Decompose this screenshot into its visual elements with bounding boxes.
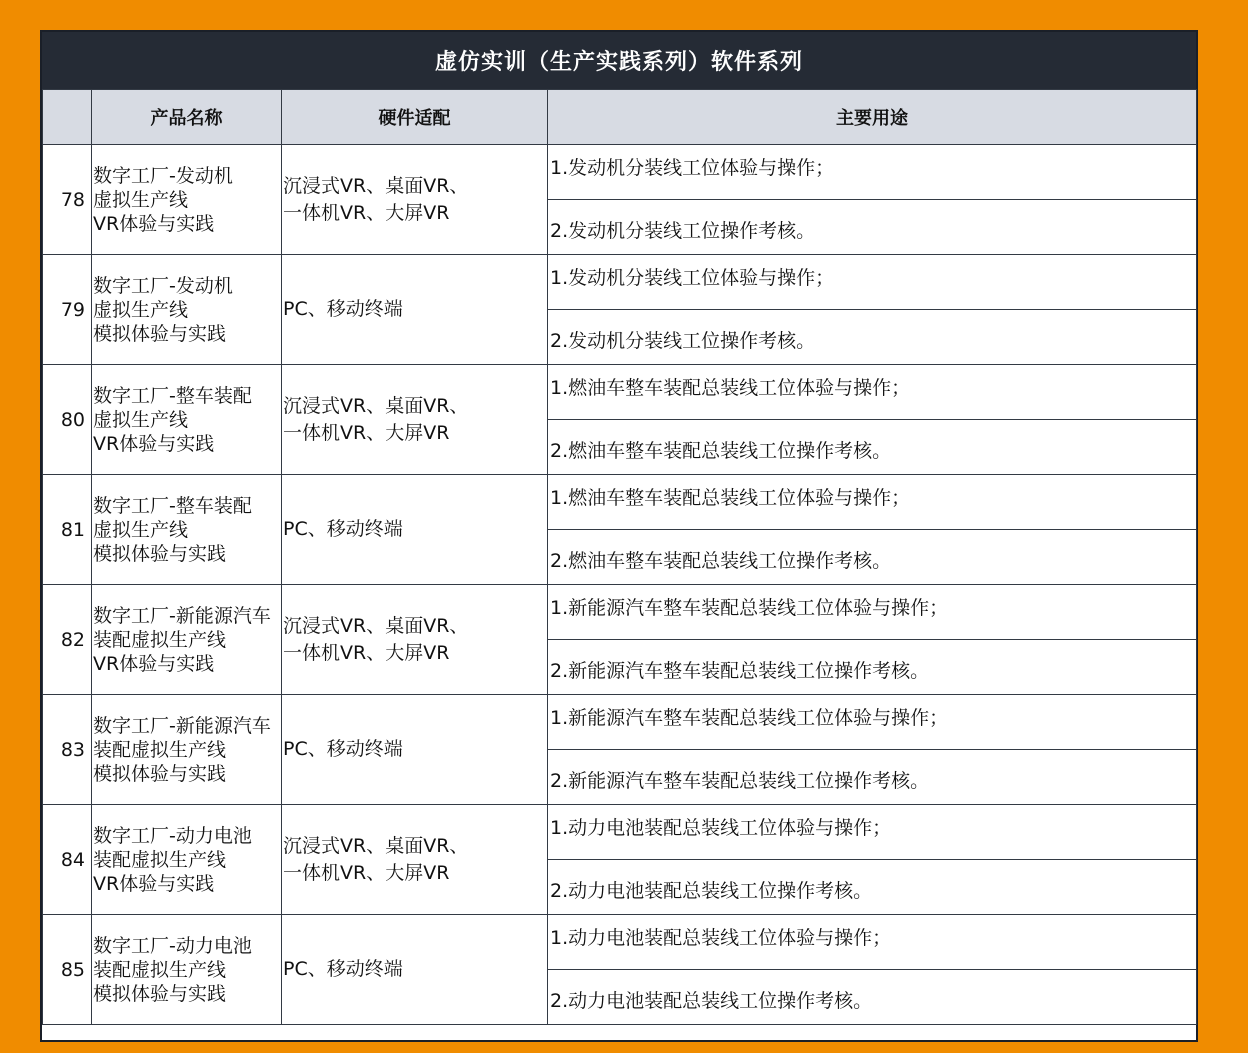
row-number: 80 <box>43 365 92 475</box>
usage-item: 2.燃油车整车装配总装线工位操作考核。 <box>548 530 1197 585</box>
hardware-line: PC、移动终端 <box>283 518 403 540</box>
table-header-row <box>43 90 1197 145</box>
hardware-line: 沉浸式VR、桌面VR、 <box>283 174 469 197</box>
product-name-line: 数字工厂-发动机 <box>93 274 233 297</box>
usage-item: 1.新能源汽车整车装配总装线工位体验与操作； <box>548 695 1197 750</box>
hardware-line: PC、移动终端 <box>283 738 403 760</box>
product-name-line: 虚拟生产线 <box>93 518 189 541</box>
table-title: 虚仿实训（生产实践系列）软件系列 <box>42 32 1196 89</box>
product-table-panel <box>40 30 1198 1042</box>
usage-item: 2.发动机分装线工位操作考核。 <box>548 310 1197 365</box>
usage-item: 1.动力电池装配总装线工位体验与操作； <box>548 915 1197 970</box>
usage-item: 1.新能源汽车整车装配总装线工位体验与操作； <box>548 585 1197 640</box>
hardware-line: 沉浸式VR、桌面VR、 <box>283 834 469 857</box>
product-name-line: 数字工厂-整车装配 <box>93 494 252 517</box>
hardware-line: 一体机VR、大屏VR <box>283 861 450 884</box>
table-row <box>43 145 1197 200</box>
product-name-line: 装配虚拟生产线 <box>93 738 227 761</box>
usage-item: 2.动力电池装配总装线工位操作考核。 <box>548 970 1197 1025</box>
row-number: 84 <box>43 805 92 915</box>
usage-item: 1.发动机分装线工位体验与操作； <box>548 255 1197 310</box>
hardware-line: PC、移动终端 <box>283 958 403 980</box>
product-name-line: VR体验与实践 <box>93 652 215 675</box>
hardware-cell <box>282 805 548 915</box>
product-name-line: 装配虚拟生产线 <box>93 848 227 871</box>
usage-item: 1.动力电池装配总装线工位体验与操作； <box>548 805 1197 860</box>
product-name-line: 数字工厂-整车装配 <box>93 384 252 407</box>
product-name-line: 虚拟生产线 <box>93 408 189 431</box>
row-number: 81 <box>43 475 92 585</box>
product-name-cell <box>92 695 282 805</box>
product-name-line: 模拟体验与实践 <box>93 982 227 1005</box>
row-number: 79 <box>43 255 92 365</box>
hardware-line: PC、移动终端 <box>283 298 403 320</box>
header-product-name: 产品名称 <box>92 90 282 145</box>
product-name-line: 装配虚拟生产线 <box>93 628 227 651</box>
usage-item: 2.燃油车整车装配总装线工位操作考核。 <box>548 420 1197 475</box>
hardware-cell <box>282 695 548 805</box>
hardware-line: 一体机VR、大屏VR <box>283 201 450 224</box>
product-name-line: 数字工厂-新能源汽车 <box>93 714 271 737</box>
hardware-cell <box>282 585 548 695</box>
usage-item: 2.新能源汽车整车装配总装线工位操作考核。 <box>548 750 1197 805</box>
table-row <box>43 585 1197 640</box>
product-name-cell <box>92 255 282 365</box>
product-name-line: VR体验与实践 <box>93 212 215 235</box>
row-number: 78 <box>43 145 92 255</box>
product-name-line: 数字工厂-新能源汽车 <box>93 604 271 627</box>
product-name-line: 虚拟生产线 <box>93 188 189 211</box>
product-name-line: VR体验与实践 <box>93 872 215 895</box>
product-name-line: 模拟体验与实践 <box>93 542 227 565</box>
product-name-line: 模拟体验与实践 <box>93 762 227 785</box>
usage-item: 2.动力电池装配总装线工位操作考核。 <box>548 860 1197 915</box>
product-name-line: VR体验与实践 <box>93 432 215 455</box>
hardware-cell <box>282 915 548 1025</box>
product-name-line: 虚拟生产线 <box>93 298 189 321</box>
product-name-line: 模拟体验与实践 <box>93 322 227 345</box>
usage-item: 1.发动机分装线工位体验与操作； <box>548 145 1197 200</box>
table-row <box>43 475 1197 530</box>
product-name-cell <box>92 365 282 475</box>
header-hardware: 硬件适配 <box>282 90 548 145</box>
table-body <box>43 145 1197 1025</box>
product-name-line: 数字工厂-发动机 <box>93 164 233 187</box>
header-index <box>43 90 92 145</box>
product-name-cell <box>92 145 282 255</box>
header-usage: 主要用途 <box>548 90 1197 145</box>
table-row <box>43 365 1197 420</box>
hardware-cell <box>282 145 548 255</box>
usage-item: 1.燃油车整车装配总装线工位体验与操作； <box>548 365 1197 420</box>
product-name-line: 数字工厂-动力电池 <box>93 824 252 847</box>
row-number: 83 <box>43 695 92 805</box>
hardware-line: 一体机VR、大屏VR <box>283 641 450 664</box>
hardware-line: 一体机VR、大屏VR <box>283 421 450 444</box>
product-table <box>42 89 1197 1025</box>
product-name-cell <box>92 915 282 1025</box>
hardware-cell <box>282 475 548 585</box>
hardware-cell <box>282 365 548 475</box>
usage-item: 2.发动机分装线工位操作考核。 <box>548 200 1197 255</box>
product-name-line: 数字工厂-动力电池 <box>93 934 252 957</box>
row-number: 82 <box>43 585 92 695</box>
usage-item: 2.新能源汽车整车装配总装线工位操作考核。 <box>548 640 1197 695</box>
table-row <box>43 695 1197 750</box>
product-name-line: 装配虚拟生产线 <box>93 958 227 981</box>
hardware-line: 沉浸式VR、桌面VR、 <box>283 394 469 417</box>
row-number: 85 <box>43 915 92 1025</box>
table-row <box>43 255 1197 310</box>
product-name-cell <box>92 585 282 695</box>
usage-item: 1.燃油车整车装配总装线工位体验与操作； <box>548 475 1197 530</box>
table-row <box>43 915 1197 970</box>
product-name-cell <box>92 475 282 585</box>
hardware-cell <box>282 255 548 365</box>
hardware-line: 沉浸式VR、桌面VR、 <box>283 614 469 637</box>
table-row <box>43 805 1197 860</box>
product-name-cell <box>92 805 282 915</box>
